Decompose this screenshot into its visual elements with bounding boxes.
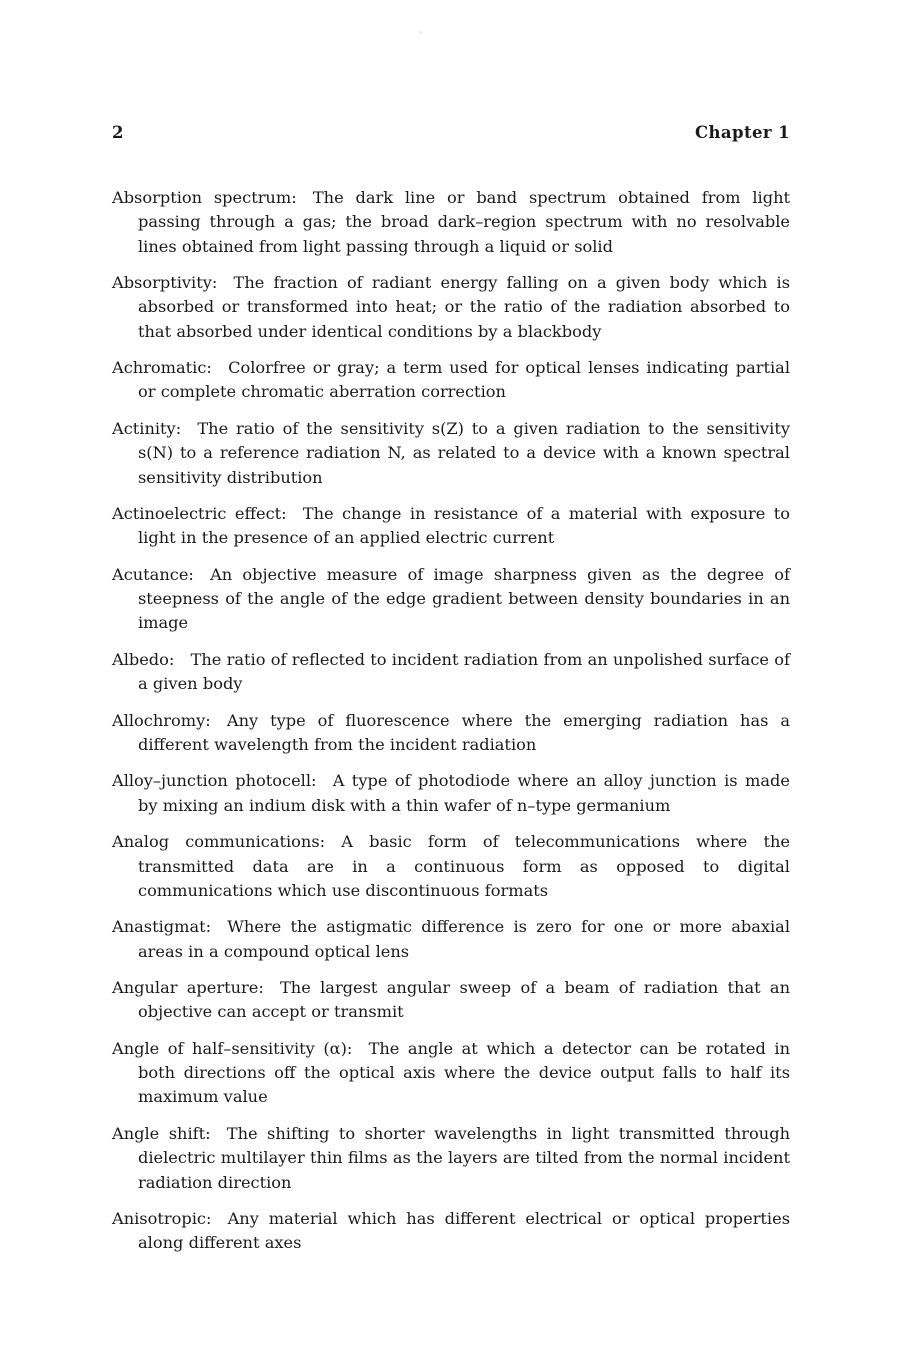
glossary-definition: Any material which has different electrical or optical properties along different axes xyxy=(138,1209,790,1253)
chapter-label: Chapter 1 xyxy=(695,123,790,142)
glossary-entry xyxy=(112,502,790,551)
glossary-definition: The shifting to shorter wavelengths in light transmitted through dielectric multilayer thin films as the layers are tilted from the normal incident radiation direction xyxy=(138,1123,790,1192)
glossary-definition: Where the astigmatic difference is zero for one or more abaxial areas in a compound optical lens xyxy=(138,917,790,961)
glossary-entry xyxy=(112,356,790,405)
glossary-definition: The change in resistance of a material with exposure to light in the presence of an applied electric current xyxy=(138,504,790,548)
term-definition-gap xyxy=(287,504,303,523)
glossary-term: Achromatic: xyxy=(112,358,212,378)
term-definition-gap xyxy=(174,650,190,669)
glossary-term: Actinoelectric effect: xyxy=(112,504,287,524)
glossary-definition: An objective measure of image sharpness given as the degree of steepness of the angle of the edge gradient between density boundaries in an image xyxy=(138,564,790,633)
term-definition-gap xyxy=(297,188,313,207)
glossary-definition: The fraction of radiant energy falling on a given body which is absorbed or transformed into heat; or the ratio of the radiation absorbed to that absorbed under identical conditions by a blackbody xyxy=(138,273,790,341)
glossary-term: Analog communications: xyxy=(112,832,326,852)
glossary-term: Acutance: xyxy=(112,564,194,584)
term-definition-gap xyxy=(317,771,333,790)
term-definition-gap xyxy=(264,978,280,997)
glossary-entry xyxy=(112,1122,790,1195)
glossary-entry xyxy=(112,1207,790,1256)
term-definition-gap xyxy=(211,1124,227,1143)
glossary-definition: A basic form of telecommunications where the transmitted data are in a continuous form as opposed to digital communications which use discontinuous formats xyxy=(138,832,790,900)
glossary-definition: The angle at which a detector can be rotated in both directions off the optical axis where the device output falls to half its maximum value xyxy=(138,1038,790,1107)
glossary-entry xyxy=(112,976,790,1025)
scan-speck xyxy=(419,31,422,34)
glossary-entry xyxy=(112,1037,790,1110)
glossary-definition: Colorfree or gray; a term used for optical lenses indicating partial or complete chromatic aberration correction xyxy=(138,358,790,402)
glossary-term: Actinity: xyxy=(112,418,182,438)
glossary-entry xyxy=(112,563,790,636)
term-definition-gap xyxy=(325,832,341,851)
glossary-term: Absorptivity: xyxy=(112,273,218,293)
running-head xyxy=(112,122,790,144)
glossary-term: Allochromy: xyxy=(112,710,211,730)
glossary-entry xyxy=(112,271,790,344)
glossary-term: Anastigmat: xyxy=(112,917,212,937)
glossary-entry xyxy=(112,186,790,259)
glossary-list xyxy=(112,186,790,1256)
term-definition-gap xyxy=(211,711,227,730)
glossary-term: Alloy–junction photocell: xyxy=(112,771,317,791)
term-definition-gap xyxy=(181,419,197,438)
glossary-definition: The dark line or band spectrum obtained from light passing through a gas; the broad dark–region spectrum with no resolvable lines obtained from light passing through a liquid or solid xyxy=(138,188,790,256)
term-definition-gap xyxy=(217,273,233,292)
term-definition-gap xyxy=(212,358,228,377)
glossary-entry xyxy=(112,417,790,490)
page-number: 2 xyxy=(112,123,124,142)
glossary-definition: The ratio of reflected to incident radiation from an unpolished surface of a given body xyxy=(138,649,790,694)
glossary-term: Anisotropic: xyxy=(112,1209,212,1229)
glossary-term: Absorption spectrum: xyxy=(112,188,297,207)
term-definition-gap xyxy=(211,1209,227,1228)
term-definition-gap xyxy=(352,1039,368,1058)
glossary-definition: A type of photodiode where an alloy junction is made by mixing an indium disk with a thin wafer of n–type germanium xyxy=(138,771,790,815)
glossary-entry xyxy=(112,830,790,903)
glossary-term: Angular aperture: xyxy=(112,978,264,998)
glossary-definition: Any type of fluorescence where the emerging radiation has a different wavelength from the incident radiation xyxy=(138,710,790,754)
glossary-entry xyxy=(112,648,790,697)
glossary-term: Angle of half–sensitivity (α): xyxy=(112,1038,353,1058)
glossary-entry xyxy=(112,915,790,964)
glossary-term: Albedo: xyxy=(112,649,175,669)
glossary-term: Angle shift: xyxy=(112,1123,211,1143)
term-definition-gap xyxy=(194,565,210,584)
glossary-entry xyxy=(112,709,790,758)
glossary-definition: The ratio of the sensitivity s(Z) to a given radiation to the sensitivity s(N) to a reference radiation N, as related to a device with a known spectral sensitivity distribution xyxy=(138,418,790,487)
term-definition-gap xyxy=(211,917,227,936)
glossary-entry xyxy=(112,769,790,818)
glossary-definition: The largest angular sweep of a beam of radiation that an objective can accept or transmit xyxy=(138,978,790,1022)
